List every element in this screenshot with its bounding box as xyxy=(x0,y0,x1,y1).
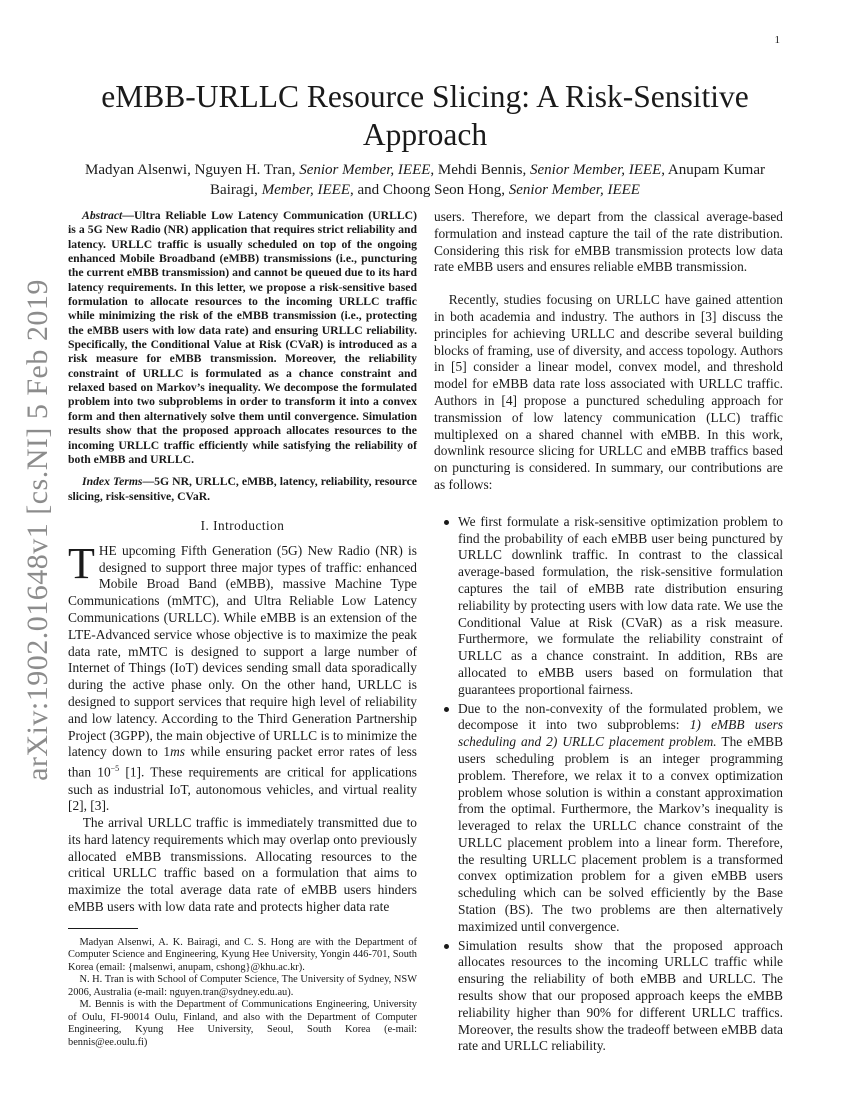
footnote-2: N. H. Tran is with School of Computer Science, The University of Sydney, NSW 2006, Australia (e-mail: nguyen.tran@sydney.edu.au). xyxy=(68,974,417,998)
intro-p1-unit: ms xyxy=(170,744,185,760)
right-column xyxy=(434,209,783,1057)
intro-p1-exponent: −5 xyxy=(110,764,120,774)
author-names-2: , Mehdi Bennis, xyxy=(430,162,531,178)
index-terms xyxy=(68,475,417,504)
contribution-item-1 xyxy=(458,514,783,699)
contribution-text-3: Simulation results show that the proposed approach allocates resources to the incoming URLLC traffic while ensuring the reliability of both eMBB and URLLC. The results show that our proposed approach keeps the eMBB reliability higher than 90% for different URLLC traffics. Moreover, the results show the tradeoff between eMBB data rate and URLLC reliability. xyxy=(458,937,783,1054)
author-role-3: Member, IEEE xyxy=(261,182,350,198)
intro-p1-text: HE upcoming Fifth Generation (5G) New Radio (NR) is designed to support three major types of traffic: enhanced Mobile Broad Band (eMBB), massive Machine Type Communications (mMTC), and Ultra Reliable Low Latency Communications (URLLC). While eMBB is an extension of the LTE-Advanced service whose objective is to maximize the peak data rate, mMTC is designed to support a large number of Internet of Things (IoT) devices sending small data sporadically during the active phase only. On the other hand, URLLC is designed to support services that require high level of reliability and low latency. According to the Third Generation Partnership Project (3GPP), the main objective of URLLC is to minimize the latency down to 1 xyxy=(68,542,417,760)
arxiv-stamp-text: arXiv:1902.01648v1 [cs.NI] 5 Feb 2019 xyxy=(21,279,54,781)
section-heading-introduction: I. Introduction xyxy=(200,517,285,533)
author-role-1: Senior Member, IEEE xyxy=(299,162,431,178)
index-terms-lead: Index Terms xyxy=(82,475,143,489)
abstract xyxy=(68,209,417,467)
intro-paragraph-1 xyxy=(68,538,417,815)
author-names-4: , and Choong Seon Hong, xyxy=(350,182,509,198)
footnote-3: M. Bennis is with the Department of Communications Engineering, University of Oulu, FI-90014 Oulu, Finland, and also with the Department of Computer Engineering, Kyung Hee University, Seoul, South Korea (e-mail: bennis@ee.oulu.fi) xyxy=(68,999,417,1048)
contribution-text-2a: Due to the non-convexity of the formulated problem, we decompose it into two subproblems: xyxy=(458,700,783,733)
right-paragraph-1: users. Therefore, we depart from the classical average-based formulation and instead capture the tail of the rate distribution. Considering this risk for eMBB transmission protects low data rate eMBB users and ensures reliable eMBB transmission. xyxy=(434,209,783,275)
abstract-lead: Abstract xyxy=(82,209,123,222)
contribution-item-3 xyxy=(458,938,783,1056)
author-role-2: Senior Member, IEEE xyxy=(530,162,662,178)
bullet-icon xyxy=(444,520,449,525)
drop-cap: T xyxy=(68,538,95,588)
index-terms-text: —5G NR, URLLC, eMBB, latency, reliability, resource slicing, risk-sensitive, CVaR. xyxy=(68,475,417,503)
abstract-text: —Ultra Reliable Low Latency Communication (URLLC) is a 5G New Radio (NR) application that requires strict reliability and latency. URLLC traffic is usually scheduled on top of the ongoing enhanced Mobile Broadband (eMBB) transmissions (i.e., puncturing the current eMBB transmission) and cannot be queued due to its hard latency requirements. In this letter, we propose a risk-sensitive based formulation to allocate resources to the incoming URLLC traffic while minimizing the risk of the eMBB transmission (i.e., protecting the eMBB users with low data rate) and ensuring URLLC reliability. Specifically, the Conditional Value at Risk (CVaR) is introduced as a risk measure for eMBB transmission. Moreover, the reliability constraint of URLLC is formulated as a chance constraint and relaxed based on Markov’s inequality. We decompose the formulated problem into two subproblems in order to transform it into a convex form and then alternatively solve them until convergence. Simulation results show that the proposed approach allocates resources to the incoming URLLC traffic efficiently while satisfying the reliability of both eMBB and URLLC. xyxy=(68,209,417,466)
contribution-text-2-italic: 1) eMBB users scheduling and 2) URLLC placement problem. xyxy=(458,717,783,750)
footnote-divider xyxy=(68,928,138,929)
right-paragraph-2: Recently, studies focusing on URLLC have gained attention in both academia and industry. The authors in [3] discuss the principles for achieving URLLC and describe several building blocks of framing, use of diversity, and access topology. Authors in [5] consider a linear model, convex model, and threshold model for eMBB data rate loss associated with URLLC traffic. Authors in [4] propose a punctured scheduling approach for transmission of low latency communication (LLC) traffic multiplexed on a shared channel with eMBB. In this work, downlink resource slicing for URLLC and eMBB traffics based on puncturing is considered. In summary, our contributions are as follows: xyxy=(434,292,783,492)
left-column xyxy=(68,209,417,1049)
author-role-4: Senior Member, IEEE xyxy=(508,182,640,198)
contributions-list xyxy=(434,514,783,1056)
contribution-item-2 xyxy=(458,701,783,936)
paper-title: eMBB-URLLC Resource Slicing: A Risk-Sensitive Approach xyxy=(101,79,749,152)
footnote-1: Madyan Alsenwi, A. K. Bairagi, and C. S. Hong are with the Department of Computer Science and Engineering, Kyung Hee University, Yongin 446-701, South Korea (email: {malsenwi, anupam, cshong}@khu.ac.kr). xyxy=(68,936,417,973)
footnotes xyxy=(68,937,417,1050)
intro-paragraph-2: The arrival URLLC traffic is immediately transmitted due to its hard latency requirements which may overlap onto previously allocated eMBB transmissions. Allocating resources to the critical URLLC traffic based on a formulation that aims to maximize the total average data rate of eMBB users hinders eMBB users with low data rate and protects higher data rate xyxy=(68,815,417,915)
author-list xyxy=(70,160,780,200)
intro-p1-mid: while ensuring packet error rates of less than 10 xyxy=(68,744,417,780)
author-names-1: Madyan Alsenwi, Nguyen H. Tran, xyxy=(85,162,300,178)
author-names-3: , Anupam Kumar Bairagi, xyxy=(210,162,765,198)
contribution-text-2b: The eMBB users scheduling problem is an integer programming problem. Therefore, we relax it to a convex optimization problem whose solution is within a constant approximation from the optimal. Furthermore, the Markov’s inequality is leveraged to relax the URLLC chance constraint of the URLLC placement problem into a linear form. Therefore, the resulting URLLC placement problem is a transformed convex optimization problem for a given eMBB users scheduling which can be solved efficiently by the Base Station (BS). The two problems are then alternatively maximized until convergence. xyxy=(458,734,784,934)
contribution-text-1: We first formulate a risk-sensitive optimization problem to find the probability of each eMBB user being punctured by URLLC downlink traffic. In contrast to the classical average-based formulation, the risk-sensitive formulation captures the tail of eMBB rate distribution ensuring reliability by protecting users with low data rate. We use the Conditional Value at Risk (CVaR) as a risk measure. Furthermore, we formulate the reliability constraint of URLLC as a chance constraint. In addition, RBs are allocated to eMBB users based on formulation that guarantees proportional fairness. xyxy=(458,513,783,697)
arxiv-stamp xyxy=(18,170,58,890)
intro-p1-end: [1]. These requirements are critical for applications such as industrial IoT, autonomous vehicles, and virtual reality [2], [3]. xyxy=(68,764,417,814)
bullet-icon xyxy=(444,944,449,949)
page-number: 1 xyxy=(774,34,780,46)
bullet-icon xyxy=(444,707,449,712)
